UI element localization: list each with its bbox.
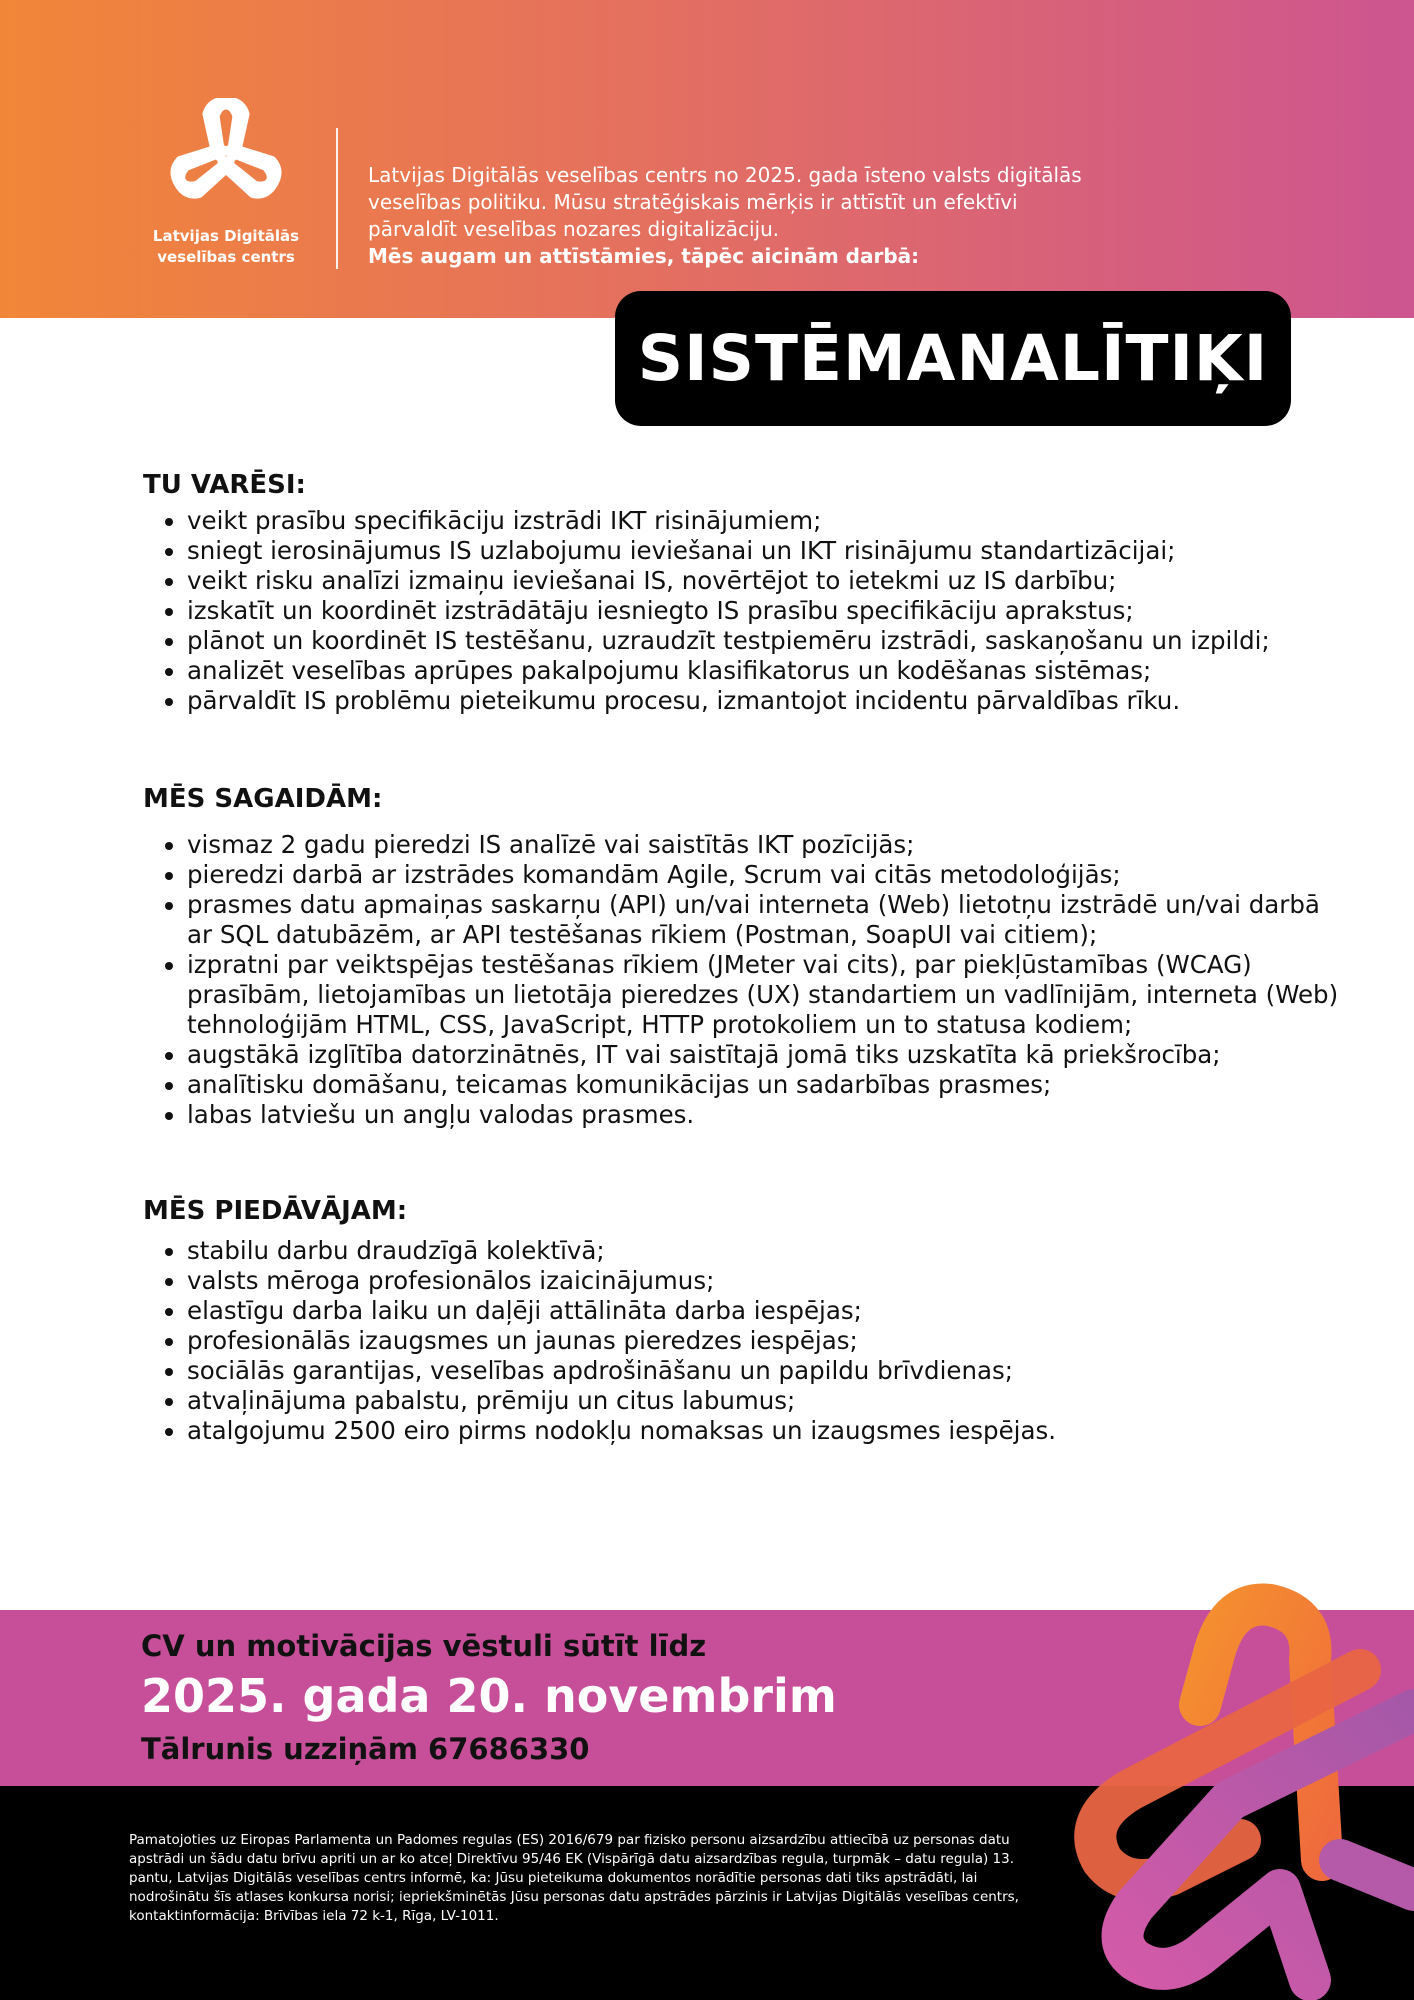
section-heading: MĒS SAGAIDĀM:: [143, 784, 383, 814]
list-item: • pieredzi darbā ar izstrādes komandām Agile, Scrum vai citās metodoloģijās;: [187, 860, 1343, 890]
logo: [150, 98, 302, 268]
section-offer: [143, 1196, 1343, 1446]
list-item: • vismaz 2 gadu pieredzi IS analīzē vai saistītās IKT pozīcijās;: [187, 830, 1343, 860]
list-item: • analītisku domāšanu, teicamas komunikācijas un sadarbības prasmes;: [187, 1070, 1343, 1100]
list-item: • augstākā izglītība datorzinātnēs, IT vai saistītajā jomā tiks uzskatīta kā priekšrocība;: [187, 1040, 1343, 1070]
list-item: • atvaļinājuma pabalstu, prēmiju un citus labumus;: [187, 1386, 1343, 1416]
header-divider: [336, 128, 338, 269]
section-heading: TU VARĒSI:: [143, 470, 306, 500]
responsibilities-list: [143, 506, 1343, 716]
list-item: • sociālās garantijas, veselības apdrošināšanu un papildu brīvdienas;: [187, 1356, 1343, 1386]
list-item: • labas latviešu un angļu valodas prasmes.: [187, 1100, 1343, 1130]
intro-paragraph: Latvijas Digitālās veselības centrs no 2025. gada īsteno valsts digitālās veselības politiku. Mūsu stratēģiskais mērķis ir attīstīt un efektīvi pārvaldīt veselības nozares digitalizāciju.: [368, 163, 1082, 241]
list-item: • plānot un koordinēt IS testēšanu, uzraudzīt testpiemēru izstrādi, saskaņošanu un izpildi;: [187, 626, 1343, 656]
list-item: • izskatīt un koordinēt izstrādātāju iesniegto IS prasību specifikāciju aprakstus;: [187, 596, 1343, 626]
logo-text: Latvijas Digitālās veselības centrs: [152, 227, 300, 266]
section-heading: MĒS PIEDĀVĀJAM:: [143, 1196, 408, 1226]
list-item: • izpratni par veiktspējas testēšanas rīkiem (JMeter vai cits), par piekļūstamības (WCAG) prasībām, lietojamības un lietotāja pieredzes (UX) standartiem un vadlīnijām, interneta (Web) tehnoloģijām HTML, CSS, JavaScript, HTTP protokoliem un to statusa kodiem;: [187, 950, 1343, 1040]
deadline-line1: CV un motivācijas vēstuli sūtīt līdz: [141, 1629, 707, 1663]
offer-list: [143, 1236, 1343, 1446]
list-item: • prasmes datu apmaiņas saskarņu (API) un/vai interneta (Web) lietotņu izstrādē un/vai darbā ar SQL datubāzēm, ar API testēšanas rīkiem (Postman, SoapUI vai citiem);: [187, 890, 1343, 950]
intro-cta: Mēs augam un attīstāmies, tāpēc aicinām darbā:: [368, 244, 920, 268]
intro-text: [368, 162, 1088, 270]
star-flower-icon: [170, 98, 282, 214]
section-requirements: [143, 784, 1343, 1130]
list-item: • elastīgu darba laiku un daļēji attālināta darba iespējas;: [187, 1296, 1343, 1326]
deadline-date: 2025. gada 20. novembrim: [141, 1669, 837, 1723]
section-responsibilities: [143, 470, 1343, 716]
list-item: • pārvaldīt IS problēmu pieteikumu procesu, izmantojot incidentu pārvaldības rīku.: [187, 686, 1343, 716]
list-item: • veikt prasību specifikāciju izstrādi IKT risinājumiem;: [187, 506, 1343, 536]
list-item: • atalgojumu 2500 eiro pirms nodokļu nomaksas un izaugsmes iespējas.: [187, 1416, 1343, 1446]
list-item: • analizēt veselības aprūpes pakalpojumu klasifikatorus un kodēšanas sistēmas;: [187, 656, 1343, 686]
requirements-list: [143, 830, 1343, 1130]
phone-line: Tālrunis uzziņām 67686330: [141, 1732, 590, 1766]
legal-notice: Pamatojoties uz Eiropas Parlamenta un Padomes regulas (ES) 2016/679 par fizisko personu aizsardzību attiecībā uz personas datu apstrādi un šādu datu brīvu apriti un ar ko atceļ Direktīvu 95/46 EK (Vispārīgā datu aizsardzības regula, turpmāk – datu regula) 13. pantu, Latvijas Digitālās veselības centrs informē, ka: Jūsu pieteikuma dokumentos norādītie personas dati tiks apstrādāti, lai nodrošinātu šīs atlases konkursa norisi; iepriekšminētās Jūsu personas datu apstrādes pārzinis ir Latvijas Digitālās veselības centrs, kontaktinformācija: Brīvības iela 72 k-1, Rīga, LV-1011.: [129, 1832, 1019, 1924]
list-item: • stabilu darbu draudzīgā kolektīvā;: [187, 1236, 1343, 1266]
list-item: • valsts mēroga profesionālos izaicinājumus;: [187, 1266, 1343, 1296]
page-title: SISTĒMANALĪTIĶI: [637, 322, 1269, 395]
list-item: • sniegt ierosinājumus IS uzlabojumu ieviešanai un IKT risinājumu standartizācijai;: [187, 536, 1343, 566]
star-arm-icon: [1040, 1560, 1414, 2000]
deadline-text: [141, 1626, 837, 1772]
list-item: • profesionālās izaugsmes un jaunas pieredzes iespējas;: [187, 1326, 1343, 1356]
list-item: • veikt risku analīzi izmaiņu ieviešanai IS, novērtējot to ietekmi uz IS darbību;: [187, 566, 1343, 596]
title-box: [615, 291, 1291, 426]
